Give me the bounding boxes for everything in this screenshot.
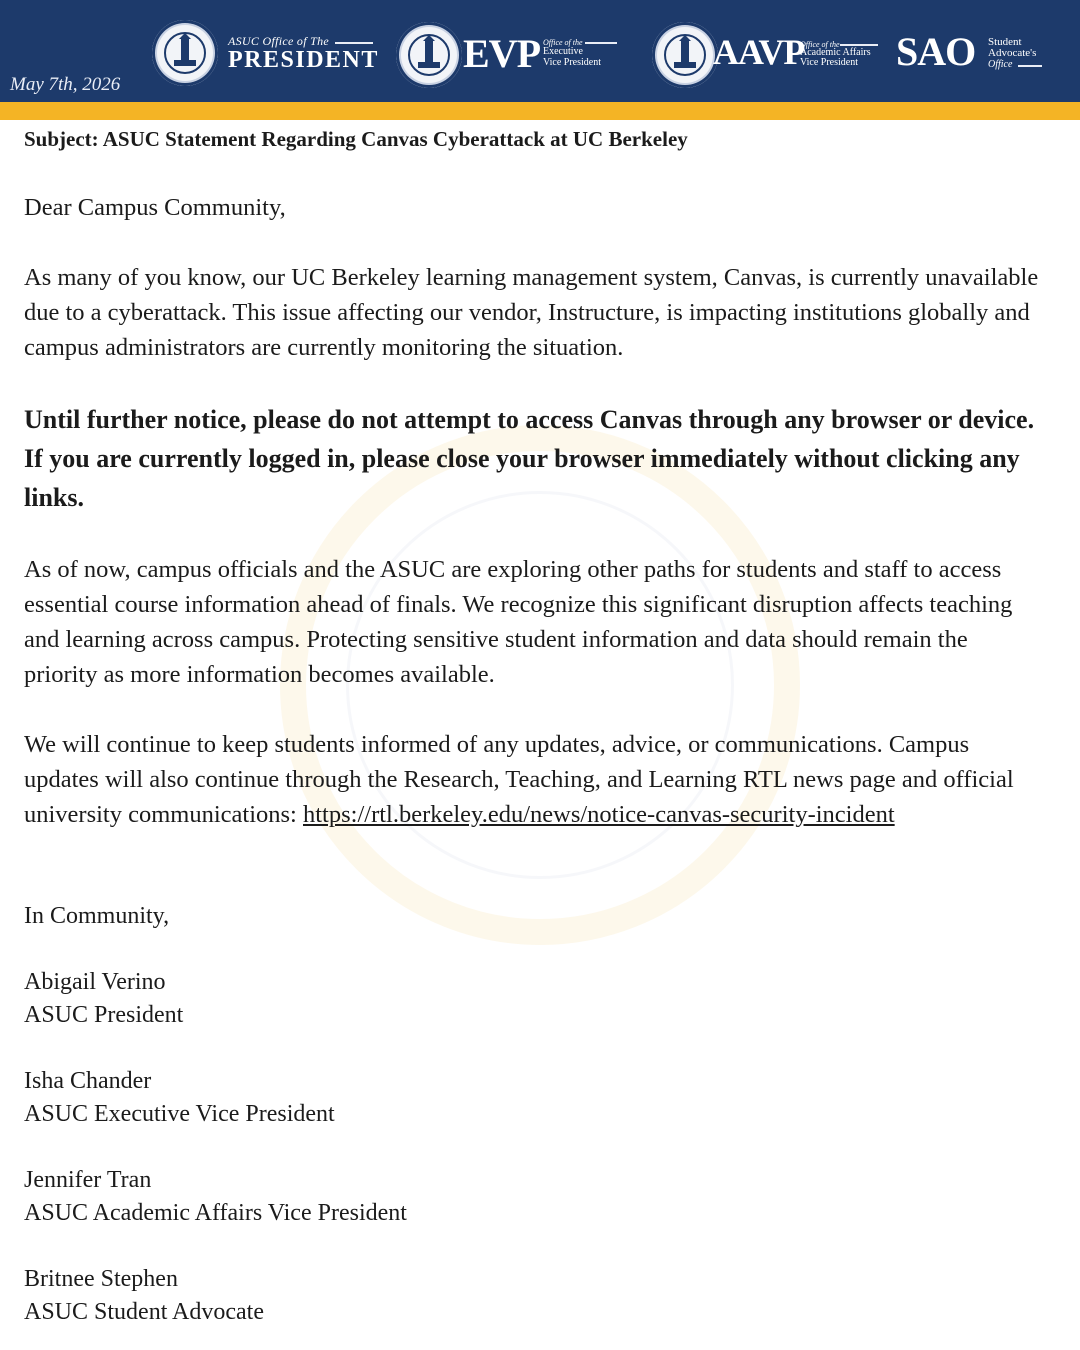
- signatory-name: Britnee Stephen: [24, 1266, 178, 1292]
- aavp-logo-line3: Vice President: [800, 57, 858, 68]
- evp-logo-line1: Office of the: [543, 38, 583, 47]
- president-logo-small-text: ASUC Office of The: [228, 34, 330, 48]
- signatory-block: [24, 1263, 264, 1329]
- university-seal-icon: [152, 20, 218, 86]
- signatory-title: ASUC President: [24, 1002, 184, 1028]
- aavp-logo-line2: Academic Affairs: [800, 47, 871, 58]
- university-seal-icon: [396, 22, 462, 88]
- signatory-block: [24, 1164, 407, 1230]
- signatory-title: ASUC Academic Affairs Vice President: [24, 1200, 407, 1226]
- letter-closing: In Community,: [24, 903, 170, 929]
- paragraph-updates: [24, 727, 1039, 832]
- rtl-news-link[interactable]: https://rtl.berkeley.edu/news/notice-canvas-security-incident: [303, 801, 895, 828]
- letterhead-banner: [0, 0, 1080, 102]
- letter-greeting: Dear Campus Community,: [24, 194, 286, 221]
- university-seal-icon: [652, 22, 718, 88]
- sao-logo-acronym: SAO: [896, 29, 976, 74]
- evp-logo-acronym: EVP: [463, 31, 540, 76]
- signatory-name: Jennifer Tran: [24, 1167, 152, 1193]
- paragraph-canvas-unavailable: As many of you know, our UC Berkeley learning management system, Canvas, is currently unavailable due to a cyberattack. This issue affecting our vendor, Instructure, is impacting institutions globally and campus administrators are currently monitoring the situation.: [24, 264, 1039, 361]
- paragraph-access-warning: Until further notice, please do not attempt to access Canvas through any browser or device. If you are currently logged in, please close your browser immediately without clicking any links.: [24, 405, 1035, 512]
- evp-logo-line2: Executive: [543, 46, 583, 57]
- aavp-logo-line1: Office of the: [800, 40, 840, 49]
- signatory-name: Abigail Verino: [24, 969, 166, 995]
- sao-logo-line2: Advocate's: [988, 47, 1037, 59]
- updates-text: We will continue to keep students informed of any updates, advice, or communications. Campus updates will also continue through the Research, Teaching, and Learning RTL news page and official university communications:: [24, 731, 1014, 828]
- sao-logo-line3: Office: [988, 59, 1013, 70]
- signatory-block: [24, 966, 183, 1032]
- gold-accent-bar: [0, 102, 1080, 120]
- aavp-logo-acronym: AAVP: [713, 32, 805, 72]
- president-logo-title: PRESIDENT: [228, 47, 379, 73]
- letter-date: May 7th, 2026: [10, 74, 121, 95]
- sao-logo-line1: Student: [988, 36, 1022, 48]
- evp-logo-line3: Vice President: [543, 57, 601, 68]
- signatory-title: ASUC Student Advocate: [24, 1299, 264, 1325]
- paragraph-alternative-paths: As of now, campus officials and the ASUC are exploring other paths for students and staff to access essential course information ahead of finals. We recognize this significant disruption affects teaching and learning across campus. Protecting sensitive student information and data should remain the priority as more information becomes available.: [24, 556, 1013, 688]
- letter-subject: Subject: ASUC Statement Regarding Canvas Cyberattack at UC Berkeley: [24, 127, 688, 151]
- signatory-name: Isha Chander: [24, 1068, 152, 1094]
- signatory-title: ASUC Executive Vice President: [24, 1101, 335, 1127]
- signatory-block: [24, 1065, 335, 1131]
